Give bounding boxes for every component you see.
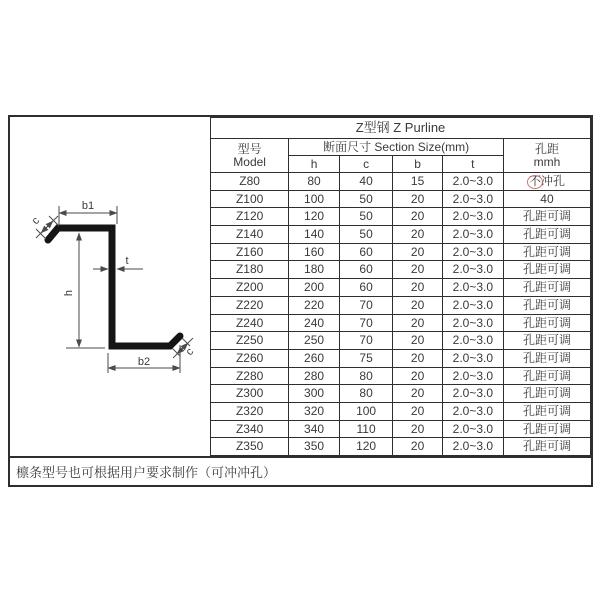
cell-t: 2.0~3.0 [442,420,503,438]
cell-c: 50 [339,190,393,208]
table-row [211,385,591,403]
cell-h: 320 [289,402,340,420]
cell-hole: 孔距可调 [503,349,590,367]
cell-b: 20 [393,190,442,208]
cell-hole: 孔距可调 [503,226,590,244]
cell-t: 2.0~3.0 [442,261,503,279]
cell-b: 20 [393,243,442,261]
table-title-row [211,118,591,139]
header-model-cn: 型号 [237,141,262,156]
cell-t: 2.0~3.0 [442,332,503,350]
cell-t: 2.0~3.0 [442,314,503,332]
cell-c: 60 [339,279,393,297]
cell-model: Z240 [211,314,289,332]
cell-t: 2.0~3.0 [442,349,503,367]
cell-hole: 不冲孔 [503,173,590,191]
cell-model: Z300 [211,385,289,403]
spec-sheet [8,115,593,487]
dim-label-c-bottom: c [183,345,197,359]
dim-label-t: t [125,255,129,267]
cell-b: 20 [393,349,442,367]
spec-table [210,117,591,456]
cell-b: 20 [393,367,442,385]
cell-hole: 孔距可调 [503,402,590,420]
cell-b: 20 [393,261,442,279]
cell-hole: 孔距可调 [503,208,590,226]
table-row [211,438,591,456]
footer-note: 檩条型号也可根据用户要求制作（可冲冲孔） [10,456,591,485]
cell-model: Z200 [211,279,289,297]
cell-h: 140 [289,226,340,244]
cell-h: 220 [289,296,340,314]
cell-b: 20 [393,226,442,244]
header-model-en: Model [233,154,266,169]
table-row [211,243,591,261]
cell-hole: 孔距可调 [503,420,590,438]
header-hole-pitch [503,139,590,173]
header-hole-cn: 孔距 [534,141,559,156]
cell-h: 340 [289,420,340,438]
cell-h: 350 [289,438,340,456]
header-section-size: 断面尺寸 Section Size(mm) [289,139,504,156]
cell-c: 70 [339,332,393,350]
cell-h: 180 [289,261,340,279]
table-row [211,314,591,332]
dim-label-b2: b2 [137,356,151,368]
table-header-row-1 [211,139,591,156]
header-hole-unit: mmh [533,154,561,169]
cell-model: Z220 [211,296,289,314]
cell-t: 2.0~3.0 [442,226,503,244]
table-row [211,261,591,279]
cell-h: 80 [289,173,340,191]
cell-c: 40 [339,173,393,191]
table-row [211,367,591,385]
cell-h: 300 [289,385,340,403]
table-row [211,208,591,226]
cell-h: 160 [289,243,340,261]
cell-c: 70 [339,296,393,314]
cell-hole: 孔距可调 [503,367,590,385]
cell-h: 250 [289,332,340,350]
cell-b: 20 [393,296,442,314]
cell-c: 120 [339,438,393,456]
cell-hole: 孔距可调 [503,296,590,314]
z-profile-diagram [10,117,210,456]
table-row [211,402,591,420]
table-row [211,420,591,438]
cell-c: 110 [339,420,393,438]
table-row [211,173,591,191]
cell-model: Z160 [211,243,289,261]
cell-hole: 孔距可调 [503,261,590,279]
dim-label-c-top: c [29,214,43,228]
header-t: t [442,156,503,173]
dim-label-b1: b1 [81,200,95,212]
cell-t: 2.0~3.0 [442,438,503,456]
cell-model: Z260 [211,349,289,367]
spec-table-wrap [210,117,591,456]
cell-t: 2.0~3.0 [442,208,503,226]
cell-h: 280 [289,367,340,385]
cell-t: 2.0~3.0 [442,402,503,420]
cell-model: Z340 [211,420,289,438]
cell-model: Z140 [211,226,289,244]
cell-c: 50 [339,226,393,244]
table-row [211,279,591,297]
cell-b: 20 [393,385,442,403]
table-row [211,332,591,350]
cell-hole: 孔距可调 [503,243,590,261]
header-h: h [289,156,340,173]
header-b: b [393,156,442,173]
cell-model: Z180 [211,261,289,279]
cell-c: 50 [339,208,393,226]
table-title: Z型钢 Z Purline [211,118,591,139]
cell-t: 2.0~3.0 [442,296,503,314]
cell-model: Z100 [211,190,289,208]
cell-h: 200 [289,279,340,297]
z-section-profile [48,228,180,346]
cell-hole: 孔距可调 [503,385,590,403]
table-row [211,190,591,208]
header-model [211,139,289,173]
table-row [211,296,591,314]
cell-c: 100 [339,402,393,420]
cell-c: 60 [339,243,393,261]
cell-c: 80 [339,367,393,385]
table-row [211,226,591,244]
cell-hole: 孔距可调 [503,314,590,332]
cell-h: 100 [289,190,340,208]
cell-t: 2.0~3.0 [442,243,503,261]
cell-t: 2.0~3.0 [442,279,503,297]
sheet-main [10,117,591,456]
cell-hole: 40 [503,190,590,208]
z-profile-svg [10,117,210,458]
cell-t: 2.0~3.0 [442,190,503,208]
cell-model: Z120 [211,208,289,226]
cell-b: 15 [393,173,442,191]
cell-t: 2.0~3.0 [442,385,503,403]
cell-model: Z350 [211,438,289,456]
cell-c: 75 [339,349,393,367]
cell-hole: 孔距可调 [503,438,590,456]
cell-b: 20 [393,332,442,350]
cell-model: Z80 [211,173,289,191]
cell-c: 60 [339,261,393,279]
cell-c: 80 [339,385,393,403]
cell-b: 20 [393,438,442,456]
cell-t: 2.0~3.0 [442,367,503,385]
cell-hole: 孔距可调 [503,332,590,350]
cell-b: 20 [393,420,442,438]
red-correction-mark: 不 [528,174,541,189]
cell-h: 120 [289,208,340,226]
cell-b: 20 [393,402,442,420]
cell-h: 240 [289,314,340,332]
cell-h: 260 [289,349,340,367]
cell-b: 20 [393,279,442,297]
cell-hole: 孔距可调 [503,279,590,297]
dim-label-h: h [63,289,75,297]
spec-table-body [211,118,591,456]
cell-b: 20 [393,314,442,332]
header-c: c [339,156,393,173]
cell-b: 20 [393,208,442,226]
table-row [211,349,591,367]
cell-t: 2.0~3.0 [442,173,503,191]
cell-model: Z280 [211,367,289,385]
cell-c: 70 [339,314,393,332]
cell-model: Z320 [211,402,289,420]
cell-model: Z250 [211,332,289,350]
